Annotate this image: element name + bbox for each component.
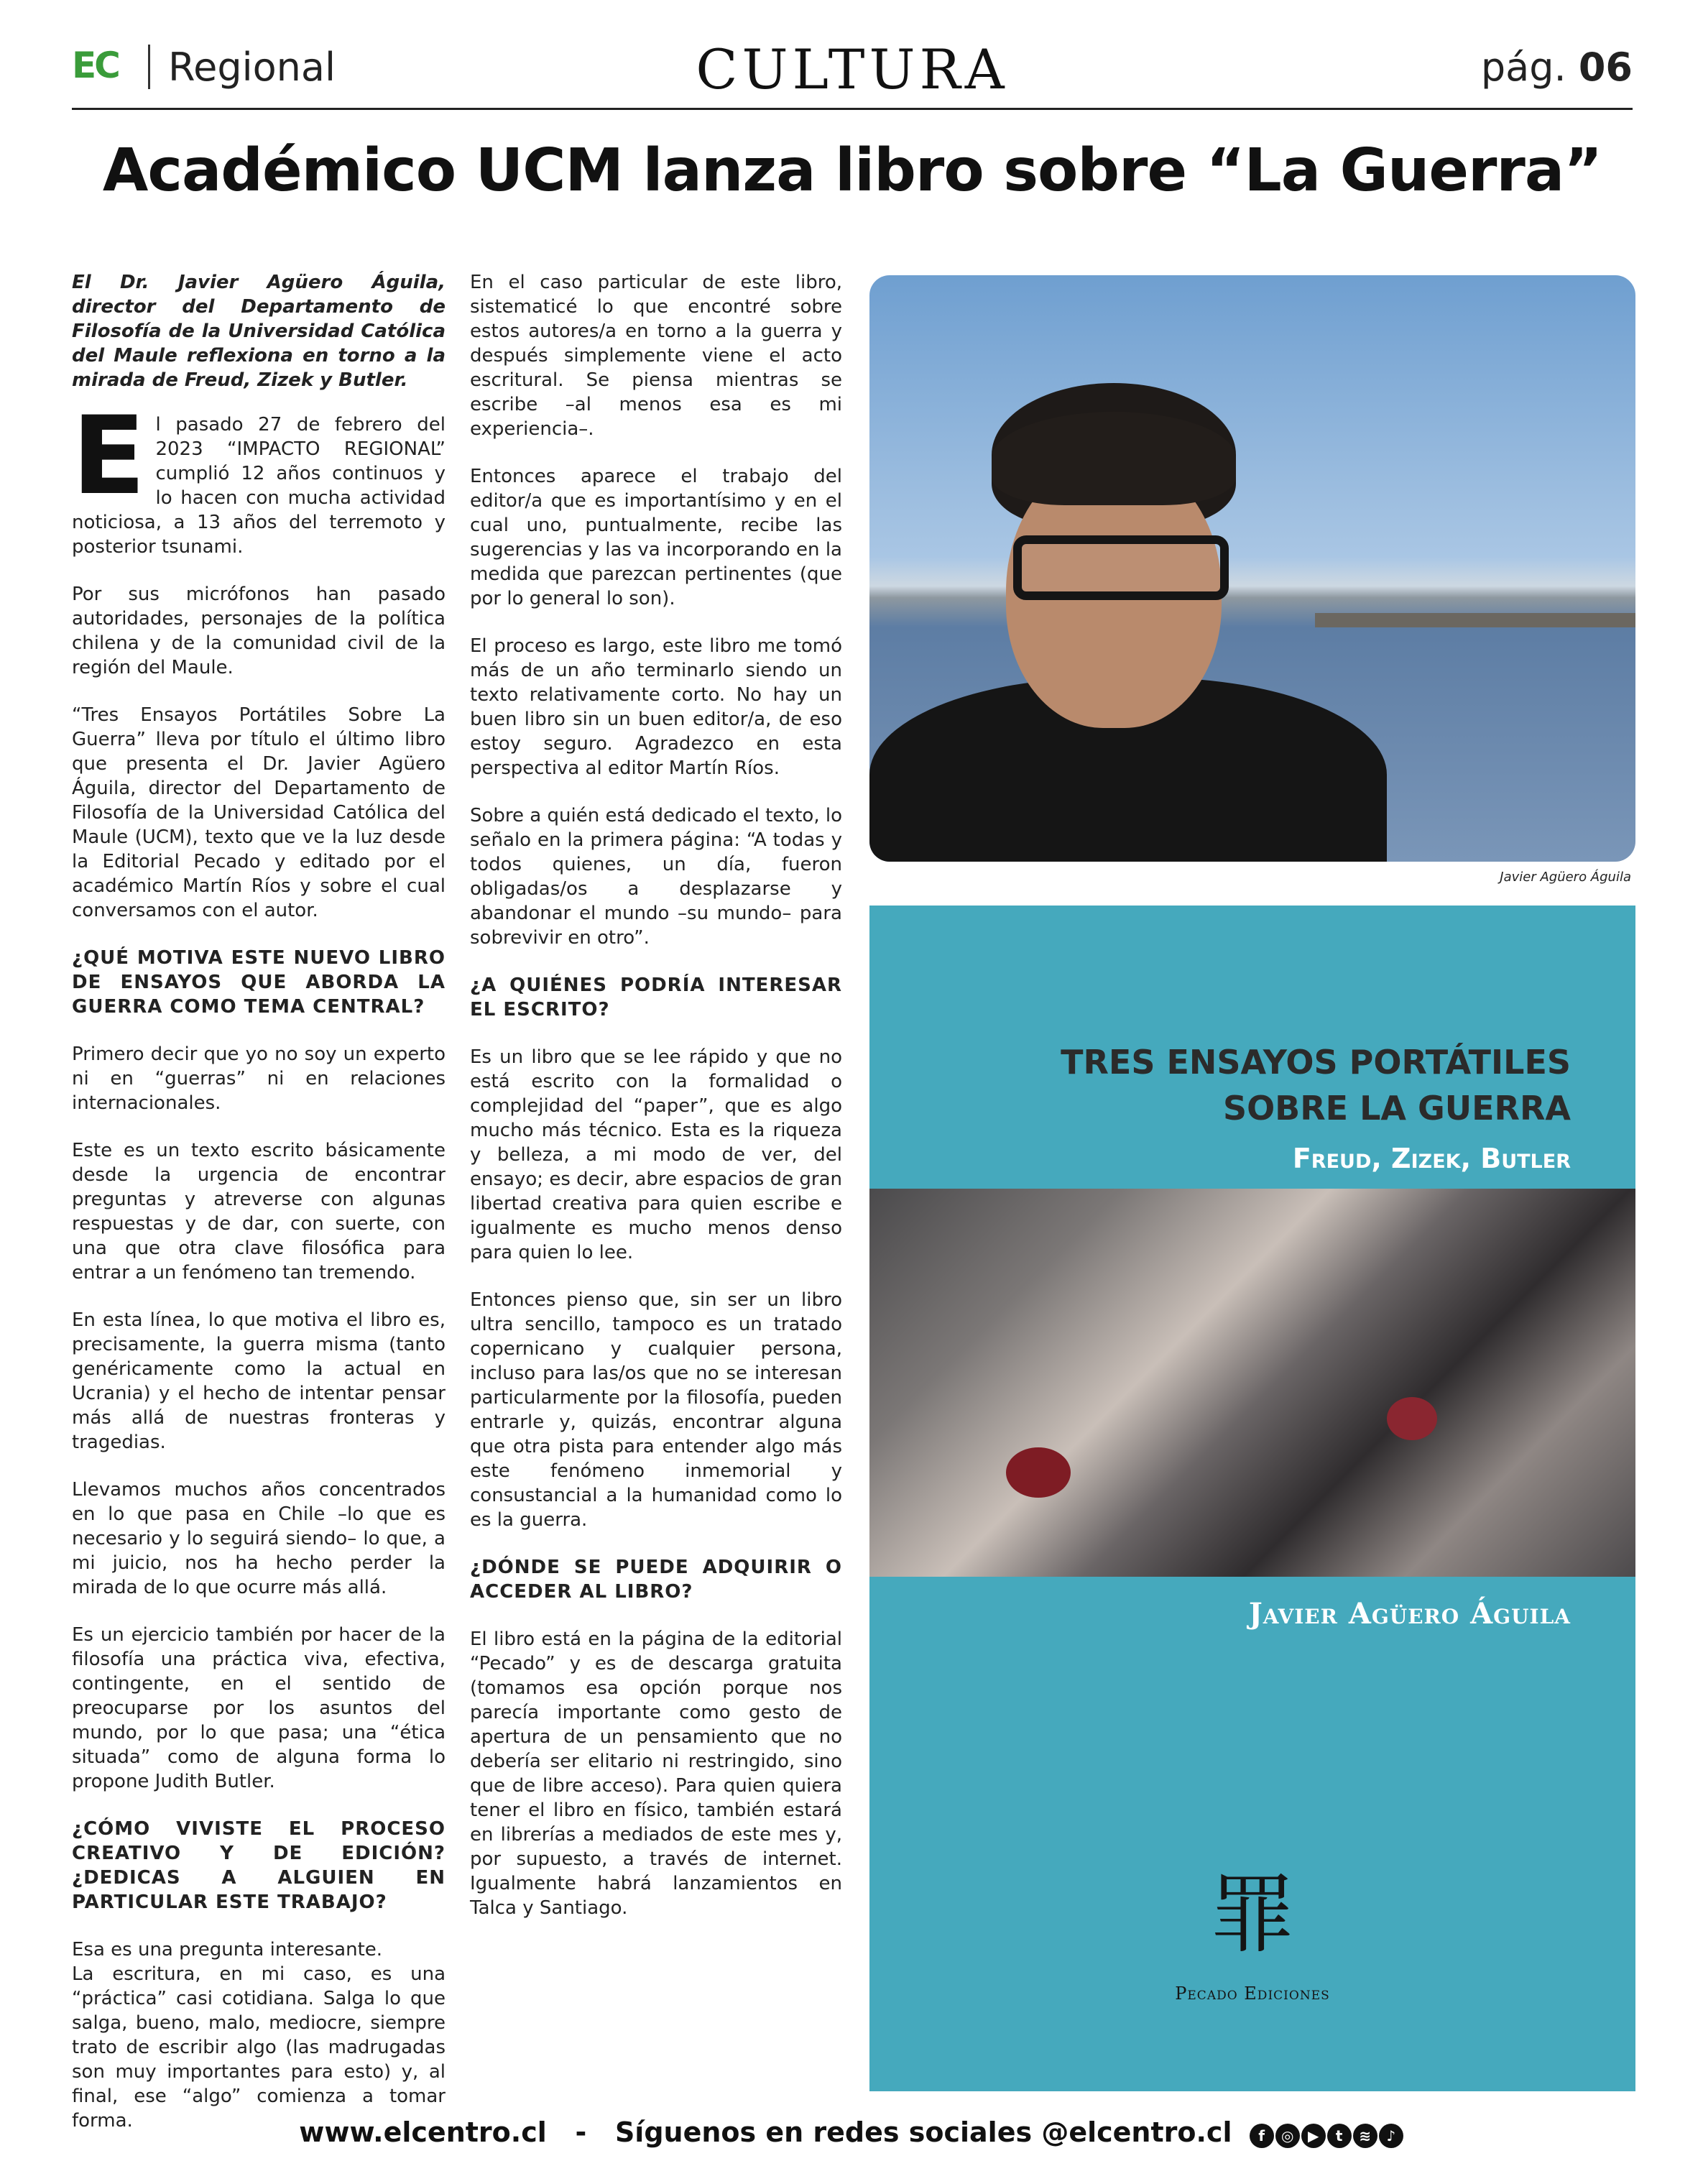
- paragraph: El pasado 27 de febrero del 2023 “IMPACTO REGIONAL” cumplió 12 años continuos y lo hacen con mucha actividad noticiosa, a 13 años del terremoto y posterior tsunami.: [72, 394, 446, 558]
- book-cover: [869, 906, 1635, 2091]
- publisher-name: Pecado Ediciones: [1175, 1983, 1330, 2004]
- paragraph: “Tres Ensayos Portátiles Sobre La Guerra” lleva por título el último libro que presenta el Dr. Javier Agüero Águila, director del Departamento de Filosofía de la Universidad Católica del Maule (UCM), texto que ve la luz desde la Editorial Pecado y editado por el académico Martín Ríos y sobre el cual conversamos con el autor.: [72, 704, 446, 921]
- paragraph: En esta línea, lo que motiva el libro es, precisamente, la guerra misma (tanto genéricamente como la actual en Ucrania) y el hecho de intentar pensar más allá de nuestras fronteras y tragedias.: [72, 1309, 446, 1453]
- twitter-icon[interactable]: t: [1327, 2124, 1352, 2148]
- paragraph: Este es un texto escrito básicamente desde la urgencia de encontrar preguntas y atreverse con algunas respuestas y de dar, con suerte, con una que otra clave filosófica para entrar a un fenómeno tan tremendo.: [72, 1140, 446, 1284]
- paragraph: Llevamos muchos años concentrados en lo que pasa en Chile –lo que es necesario y lo seguirá siendo– lo que, a mi juicio, nos ha hecho perder la mirada de lo que ocurre más allá.: [72, 1479, 446, 1598]
- book-title-line-1: TRES ENSAYOS PORTÁTILES: [1061, 1043, 1571, 1082]
- footer-site-link[interactable]: www.elcentro.cl: [299, 2116, 547, 2148]
- interview-question: ¿QUÉ MOTIVA ESTE NUEVO LIBRO DE ENSAYOS QUE ABORDA LA GUERRA COMO TEMA CENTRAL?: [72, 947, 446, 1018]
- paragraph: La escritura, en mi caso, es una “práctica” casi cotidiana. Salga lo que salga, bueno, malo, mediocre, siempre trato de escribir algo (las madrugadas son muy importantes para esto) y, al final, ese “algo” comienza a tomar forma.: [72, 1963, 446, 2132]
- paragraph: En el caso particular de este libro, sistematicé lo que encontré sobre estos autores/a en torno a la guerra y después simplemente viene el acto escritural. Se piensa mientras se escribe –al menos esa es mi experiencia–.: [470, 272, 842, 440]
- paragraph: Entonces pienso que, sin ser un libro ultra sencillo, tampoco es un tratado copernicano y cualquier persona, incluso para las/os que no se interesan particularmente por la filosofía, pueden entrarle y, quizás, encontrar alguna que otra pista para entender algo más este fenómeno inmemorial y consustancial a la humanidad como lo es la guerra.: [470, 1289, 842, 1531]
- drop-cap: E: [72, 394, 146, 519]
- photo-shoreline: [1315, 613, 1635, 627]
- artwork-red-spot: [1006, 1447, 1071, 1498]
- paragraph: Es un ejercicio también por hacer de la filosofía una práctica viva, efectiva, contingente, en el sentido de preocuparse por los asuntos del mundo, por lo que pasa; una “ética situada” como de alguna forma lo propone Judith Butler.: [72, 1624, 446, 1792]
- paragraph: Primero decir que yo no soy un experto ni en “guerras” ni en relaciones internacionales.: [72, 1043, 446, 1114]
- el-centro-logo: EC: [72, 45, 119, 86]
- article-column-2: [470, 270, 842, 1943]
- book-title-line-2: SOBRE LA GUERRA: [1222, 1089, 1571, 1128]
- page-number: [1481, 45, 1633, 90]
- book-subtitle: Freud, Zizek, Butler: [1292, 1143, 1571, 1174]
- artwork-red-spot: [1387, 1397, 1437, 1440]
- page-header: [72, 37, 1633, 110]
- footer-separator: -: [575, 2116, 587, 2148]
- publisher-seal: 罪: [1209, 1865, 1296, 1965]
- interview-question: ¿CÓMO VIVISTE EL PROCESO CREATIVO Y DE EDICIÓN? ¿DEDICAS A ALGUIEN EN PARTICULAR ESTE TRABAJO?: [72, 1818, 446, 1913]
- paragraph: Es un libro que se lee rápido y que no está escrito con la formalidad o complejidad del “paper”, que es algo mucho más técnico. Esta es la riqueza y belleza, a mi modo de ver, del ensayo; es decir, abre espacios de gran libertad creativa para quien escribe e igualmente es mucho menos denso para quien lo lee.: [470, 1046, 842, 1263]
- section-title: CULTURA: [696, 37, 1009, 101]
- interview-question: ¿DÓNDE SE PUEDE ADQUIRIR O ACCEDER AL LIBRO?: [470, 1557, 842, 1603]
- paragraph: Entonces aparece el trabajo del editor/a que es importantísimo y en el cual uno, puntualmente, recibe las sugerencias y las va incorporando en la medida que parezcan pertinentes (que por lo general lo son).: [470, 466, 842, 609]
- paragraph: Esa es una pregunta interesante.: [72, 1939, 383, 1960]
- paragraph: El proceso es largo, este libro me tomó más de un año terminarlo siendo un texto relativamente corto. No hay un buen libro sin un buen editor/a, de eso estoy seguro. Agradezco en esta perspectiva al editor Martín Ríos.: [470, 635, 842, 779]
- tiktok-icon[interactable]: ♪: [1379, 2124, 1403, 2148]
- spotify-icon[interactable]: ≋: [1353, 2124, 1377, 2148]
- photo-caption: Javier Agüero Águila: [1500, 870, 1631, 885]
- paragraph: Sobre a quién está dedicado el texto, lo señalo en la primera página: “A todas y todos quienes, un día, fueron obligadas/os a desplazarse y abandonar el mundo –su mundo– para sobrevivir en otro”.: [470, 805, 842, 949]
- paragraph: El libro está en la página de la editorial “Pecado” y es de descarga gratuita (tomamos esa opción porque nos parecía importante como gesto de apertura de un pensamiento que no debería ser elitario ni restringido, sino que de libre acceso). Para quien quiera tener el libro en físico, también estará en librerías a mediados de este mes y, por supuesto, a través de internet. Igualmente habrá lanzamientos en Talca y Santiago.: [470, 1628, 842, 1919]
- instagram-icon[interactable]: ◎: [1275, 2124, 1300, 2148]
- article-headline: Académico UCM lanza libro sobre “La Guerra”: [102, 137, 1602, 205]
- photo-hairline: [992, 412, 1236, 505]
- page-number-value: 06: [1578, 45, 1633, 90]
- youtube-icon[interactable]: ▶: [1301, 2124, 1326, 2148]
- footer-social-text: Síguenos en redes sociales @elcentro.cl: [614, 2116, 1232, 2148]
- section-name: Regional: [168, 45, 336, 90]
- page-footer: [0, 2116, 1703, 2150]
- cover-artwork: [869, 1189, 1635, 1577]
- photo-glasses: [1013, 535, 1229, 600]
- article-column-1: [72, 270, 446, 2156]
- page-prefix: pág.: [1480, 45, 1566, 90]
- author-photo: [869, 275, 1635, 862]
- book-title: [1061, 1039, 1571, 1131]
- social-icons: [1249, 2119, 1404, 2150]
- book-author: Javier Agüero Águila: [1248, 1597, 1571, 1631]
- article-lead: El Dr. Javier Agüero Águila, director del Departamento de Filosofía de la Universidad Católica del Maule reflexiona en torno a la mirada de Freud, Zizek y Butler.: [72, 272, 446, 391]
- facebook-icon[interactable]: f: [1250, 2124, 1274, 2148]
- interview-question: ¿A QUIÉNES PODRÍA INTERESAR EL ESCRITO?: [470, 974, 842, 1020]
- paragraph: Por sus micrófonos han pasado autoridades, personajes de la política chilena y de la comunidad civil de la región del Maule.: [72, 584, 446, 678]
